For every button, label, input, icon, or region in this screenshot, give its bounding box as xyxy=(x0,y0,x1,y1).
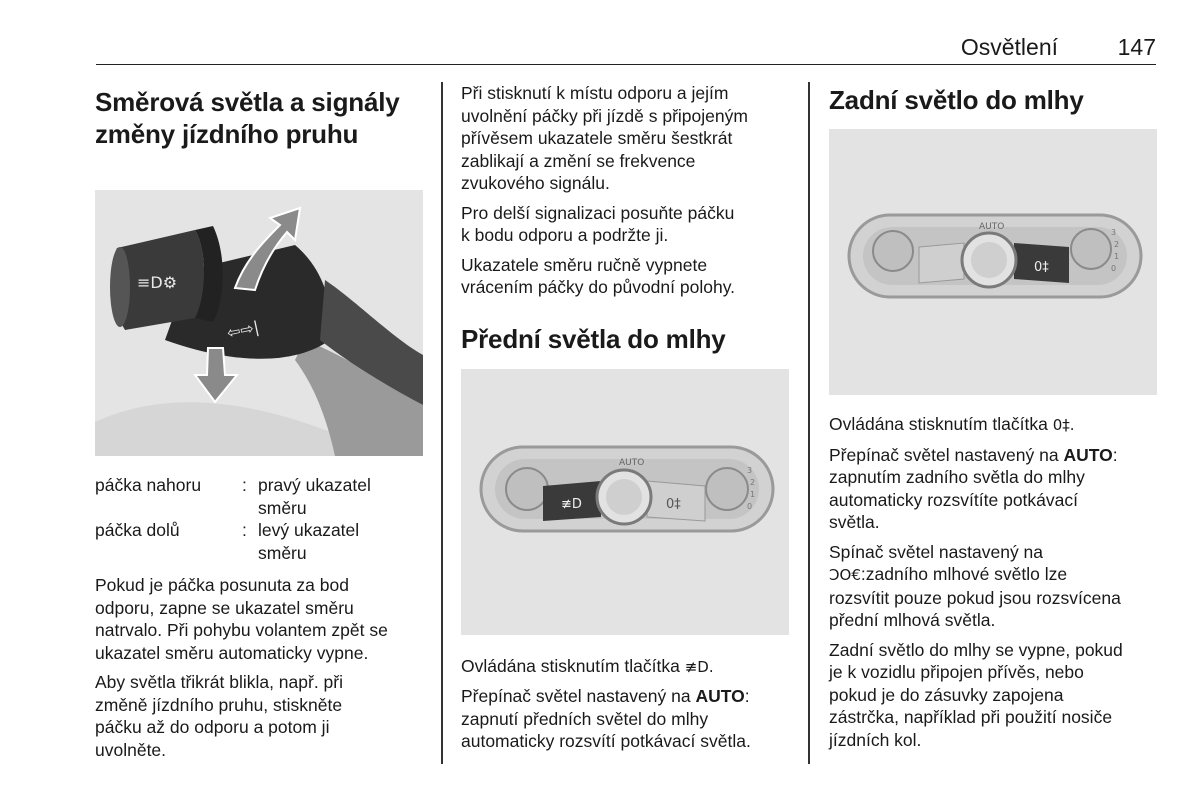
paragraph: Přepínač světel nastavený na AUTO: zapnutím zadního světla do mlhy automaticky rozsvítíte potkávací světla. xyxy=(829,444,1118,532)
svg-text:1: 1 xyxy=(750,489,756,499)
lever-legend xyxy=(95,474,425,564)
page-header xyxy=(96,30,1156,65)
svg-text:≢D: ≢D xyxy=(561,496,582,512)
svg-text:3: 3 xyxy=(1111,228,1117,237)
paragraph: Ukazatele směru ručně vypnete vrácením páčky do původní polohy. xyxy=(461,254,736,297)
paragraph: Přepínač světel nastavený na AUTO: zapnutí předních světel do mlhy automaticky rozsvítí potkávací světla. xyxy=(461,686,751,751)
heading-front-fog-lights: Přední světla do mlhy xyxy=(461,323,726,354)
column-1 xyxy=(95,82,425,768)
svg-text:⇦⇨|: ⇦⇨| xyxy=(225,317,261,343)
paragraph: Aby světla třikrát blikla, např. při změně jízdního pruhu, stiskněte páčku až do odporu a potom ji uvolněte. xyxy=(95,672,344,760)
front-fog-icon: ≢D. xyxy=(684,657,714,676)
heading-turn-signals: Směrová světla a signály změny jízdního pruhu xyxy=(95,87,400,149)
legend-row: páčka dolů : levý ukazatel směru xyxy=(95,520,360,563)
paragraph: Spínač světel nastavený na ƆO€:zadního mlhové světlo lze rozsvítit pouze pokud jsou rozsvícena přední mlhová světla. xyxy=(829,541,1121,630)
svg-text:0‡: 0‡ xyxy=(666,496,681,512)
turn-signal-lever-illustration xyxy=(95,190,423,456)
column-3 xyxy=(829,82,1159,758)
page-number: 147 xyxy=(1117,34,1156,60)
svg-text:AUTO: AUTO xyxy=(979,222,1005,232)
paragraph: Ovládána stisknutím tlačítka 0‡. xyxy=(829,414,1075,434)
lever-drawing xyxy=(95,190,423,456)
svg-text:0: 0 xyxy=(747,501,753,511)
low-beam-icon: ƆO€ xyxy=(829,566,861,584)
svg-text:AUTO: AUTO xyxy=(619,457,645,468)
svg-text:≡D⚙: ≡D⚙ xyxy=(137,273,178,292)
paragraph: Při stisknutí k místu odporu a jejím uvolnění páčky při jízdě s připojeným přívěsem ukazatele směru šestkrát zablikají a změní se frekvence zvukového signálu. xyxy=(461,83,748,193)
paragraph: Zadní světlo do mlhy se vypne, pokud je k vozidlu připojen přívěs, nebo pokud je do zásuvky zapojena zástrčka, například při použití nosiče jízdních kol. xyxy=(829,639,1123,750)
column-2 xyxy=(461,82,791,760)
front-fog-switch-illustration xyxy=(461,369,789,635)
rear-fog-switch-illustration xyxy=(829,129,1157,395)
paragraph: Pro delší signalizaci posuňte páčku k bodu odporu a podržte ji. xyxy=(461,202,735,245)
svg-text:1: 1 xyxy=(1114,252,1120,261)
paragraph: Pokud je páčka posunuta za bod odporu, zapne se ukazatel směru natrvalo. Při pohybu volantem zpět se ukazatel směru automaticky vypne. xyxy=(95,575,388,663)
light-switch-panel-drawing xyxy=(829,129,1157,395)
rear-fog-icon: 0‡. xyxy=(1052,416,1075,434)
column-divider xyxy=(441,82,443,764)
svg-text:0: 0 xyxy=(1111,264,1117,273)
svg-text:3: 3 xyxy=(747,465,753,475)
svg-text:2: 2 xyxy=(1114,240,1120,249)
paragraph: Ovládána stisknutím tlačítka ≢D. xyxy=(461,655,714,676)
light-switch-panel-drawing xyxy=(461,369,789,635)
legend-row: páčka nahoru : pravý ukazatel směru xyxy=(95,475,371,518)
svg-text:2: 2 xyxy=(750,477,756,487)
svg-text:0‡: 0‡ xyxy=(1034,260,1049,275)
section-title: Osvětlení xyxy=(960,34,1058,60)
column-divider xyxy=(808,82,810,764)
heading-rear-fog-light: Zadní světlo do mlhy xyxy=(829,85,1084,115)
